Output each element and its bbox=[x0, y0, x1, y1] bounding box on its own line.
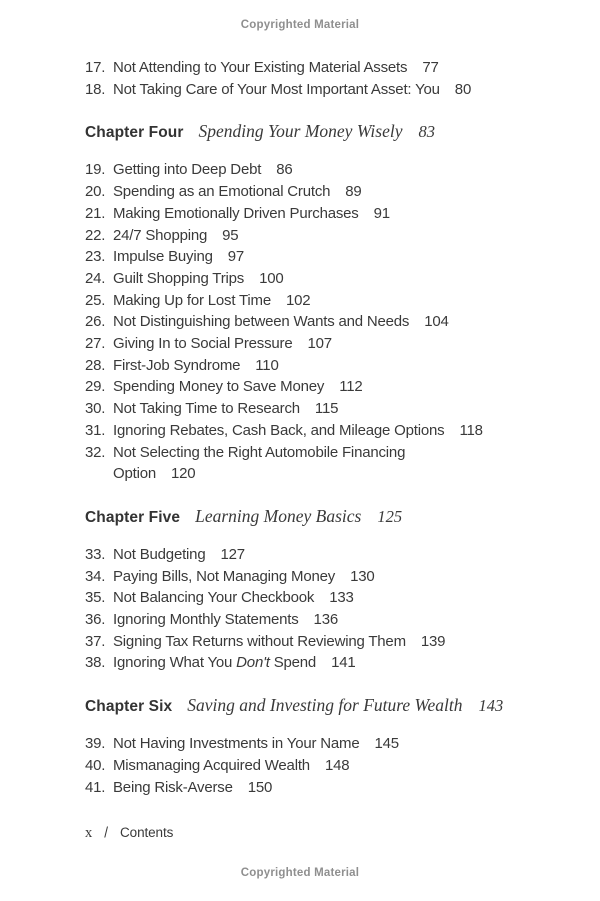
entry-number: 27. bbox=[85, 335, 106, 353]
toc-entry bbox=[85, 311, 560, 333]
toc-entry bbox=[85, 777, 560, 799]
entry-title: Spending as an Emotional Crutch 89 bbox=[113, 183, 362, 201]
entry-number: 21. bbox=[85, 204, 106, 222]
entry-number: 39. bbox=[85, 735, 106, 753]
entry-number: 26. bbox=[85, 313, 106, 331]
entry-page-number: 80 bbox=[454, 80, 472, 98]
entry-title: Ignoring What You Don't Spend 141 bbox=[113, 654, 356, 672]
entry-number: 24. bbox=[85, 269, 106, 287]
chapter-title: Spending Your Money Wisely bbox=[198, 121, 403, 142]
entry-page-number: 133 bbox=[329, 589, 354, 607]
toc-entry bbox=[85, 159, 560, 181]
entry-number: 33. bbox=[85, 545, 106, 563]
entry-title: Not Taking Care of Your Most Important Asset: You 80 bbox=[113, 80, 472, 98]
entry-title: Not Distinguishing between Wants and Needs 104 bbox=[113, 313, 449, 331]
toc-entry bbox=[85, 442, 560, 485]
toc-entry bbox=[85, 566, 560, 588]
page-footer bbox=[85, 825, 173, 842]
chapter-title: Learning Money Basics bbox=[195, 505, 362, 526]
chapter-heading bbox=[85, 693, 560, 719]
copyright-watermark-top: Copyrighted Material bbox=[240, 19, 360, 31]
chapter-label: Chapter Four bbox=[85, 124, 184, 142]
entry-number: 29. bbox=[85, 378, 106, 396]
entry-page-number: 115 bbox=[314, 400, 339, 418]
entry-title: Not Attending to Your Existing Material Assets 77 bbox=[113, 59, 439, 76]
folio-page-number: x bbox=[85, 825, 93, 841]
entry-page-number: 91 bbox=[373, 204, 390, 222]
entry-page-number: 95 bbox=[222, 226, 239, 244]
entry-page-number: 97 bbox=[227, 248, 245, 266]
entry-page-number: 104 bbox=[424, 313, 449, 331]
entry-page-number: 107 bbox=[307, 335, 332, 353]
entry-title: Mismanaging Acquired Wealth 148 bbox=[113, 756, 350, 774]
entry-number: 41. bbox=[85, 778, 106, 796]
folio-section-name: Contents bbox=[120, 825, 174, 840]
entry-title: Being Risk-Averse 150 bbox=[113, 778, 273, 796]
entry-page-number: 127 bbox=[220, 545, 245, 563]
folio-separator: / bbox=[104, 824, 109, 841]
entry-page-number: 110 bbox=[255, 356, 279, 374]
entry-number: 36. bbox=[85, 611, 106, 629]
toc-entry bbox=[85, 57, 560, 79]
toc-entry bbox=[85, 652, 560, 674]
toc-entry bbox=[85, 631, 560, 653]
entry-page-number: 120 bbox=[171, 465, 196, 483]
entry-number: 38. bbox=[85, 654, 106, 672]
entry-page-number: 139 bbox=[420, 632, 446, 650]
entry-page-number: 136 bbox=[313, 611, 338, 629]
toc-entry bbox=[85, 755, 560, 777]
toc-entry bbox=[85, 733, 560, 755]
entry-page-number: 100 bbox=[259, 269, 284, 287]
entry-number: 31. bbox=[85, 421, 106, 439]
entry-number: 25. bbox=[85, 291, 106, 309]
entry-list bbox=[85, 57, 560, 100]
entry-number: 18. bbox=[85, 80, 106, 98]
entry-page-number: 102 bbox=[285, 291, 311, 309]
entry-title: Paying Bills, Not Managing Money 130 bbox=[113, 567, 375, 585]
entry-page-number: 141 bbox=[331, 654, 356, 672]
toc-entry bbox=[85, 290, 560, 312]
toc-entry bbox=[85, 420, 560, 442]
entry-title: Getting into Deep Debt 86 bbox=[113, 161, 293, 179]
entry-title: Making Up for Lost Time 102 bbox=[113, 291, 311, 309]
toc-entry bbox=[85, 376, 560, 398]
toc-entry bbox=[85, 225, 560, 247]
toc-entry bbox=[85, 355, 560, 377]
entry-list bbox=[85, 159, 560, 485]
entry-title: Signing Tax Returns without Reviewing Them 139 bbox=[113, 632, 446, 650]
entry-page-number: 118 bbox=[459, 421, 483, 439]
entry-list bbox=[85, 733, 560, 798]
toc-entry bbox=[85, 398, 560, 420]
entry-page-number: 89 bbox=[345, 183, 362, 201]
chapter-page-number: 83 bbox=[418, 122, 435, 142]
entry-number: 35. bbox=[85, 589, 106, 607]
entry-number: 40. bbox=[85, 756, 106, 774]
entry-title: Not Budgeting 127 bbox=[113, 545, 245, 563]
entry-number: 23. bbox=[85, 248, 106, 266]
entry-title: Not Taking Time to Research 115 bbox=[113, 400, 339, 418]
chapter-label: Chapter Five bbox=[85, 508, 181, 526]
entry-number: 20. bbox=[85, 183, 106, 201]
entry-title: Not Balancing Your Checkbook 133 bbox=[113, 589, 354, 607]
entry-title: Guilt Shopping Trips 100 bbox=[113, 269, 284, 287]
toc-entry bbox=[85, 181, 560, 203]
entry-title: Ignoring Monthly Statements 136 bbox=[113, 611, 338, 629]
toc-entry bbox=[85, 609, 560, 631]
entry-title-italic: Don't bbox=[236, 654, 270, 672]
entry-page-number: 86 bbox=[276, 161, 293, 179]
entry-number: 17. bbox=[85, 59, 106, 76]
entry-page-number: 150 bbox=[247, 778, 273, 796]
entry-number: 19. bbox=[85, 161, 106, 179]
entry-number: 37. bbox=[85, 632, 106, 650]
entry-number: 34. bbox=[85, 567, 106, 585]
entry-list bbox=[85, 544, 560, 674]
toc-entry bbox=[85, 203, 560, 225]
entry-page-number: 145 bbox=[374, 735, 399, 753]
entry-number: 30. bbox=[85, 400, 106, 418]
entry-title: Not Having Investments in Your Name 145 bbox=[113, 735, 399, 753]
entry-page-number: 112 bbox=[339, 378, 363, 396]
entry-title: Giving In to Social Pressure 107 bbox=[113, 335, 332, 353]
chapter-page-number: 143 bbox=[478, 696, 504, 716]
table-of-contents bbox=[0, 31, 600, 798]
entry-number: 28. bbox=[85, 356, 106, 374]
entry-title: 24/7 Shopping 95 bbox=[113, 226, 239, 244]
toc-entry bbox=[85, 79, 560, 101]
chapter-heading bbox=[85, 119, 560, 145]
toc-entry bbox=[85, 333, 560, 355]
chapter-label: Chapter Six bbox=[85, 698, 173, 716]
entry-page-number: 77 bbox=[422, 59, 439, 76]
entry-title: Ignoring Rebates, Cash Back, and Mileage Options 118 bbox=[113, 421, 483, 439]
entry-page-number: 130 bbox=[350, 567, 375, 585]
chapter-title: Saving and Investing for Future Wealth bbox=[187, 695, 463, 716]
toc-entry bbox=[85, 268, 560, 290]
chapter-page-number: 125 bbox=[377, 506, 403, 526]
entry-title: Making Emotionally Driven Purchases 91 bbox=[113, 204, 390, 222]
copyright-watermark-bottom: Copyrighted Material bbox=[240, 867, 360, 879]
entry-title: Not Selecting the Right Automobile Financing Option 120 bbox=[113, 443, 406, 483]
entry-title: Spending Money to Save Money 112 bbox=[113, 378, 363, 396]
chapter-heading bbox=[85, 504, 560, 530]
toc-entry bbox=[85, 587, 560, 609]
entry-title: First-Job Syndrome 110 bbox=[113, 356, 279, 374]
toc-entry bbox=[85, 246, 560, 268]
entry-page-number: 148 bbox=[324, 756, 350, 774]
entry-number: 22. bbox=[85, 226, 106, 244]
entry-title: Impulse Buying 97 bbox=[113, 248, 245, 266]
toc-entry bbox=[85, 544, 560, 566]
entry-number: 32. bbox=[85, 443, 106, 461]
